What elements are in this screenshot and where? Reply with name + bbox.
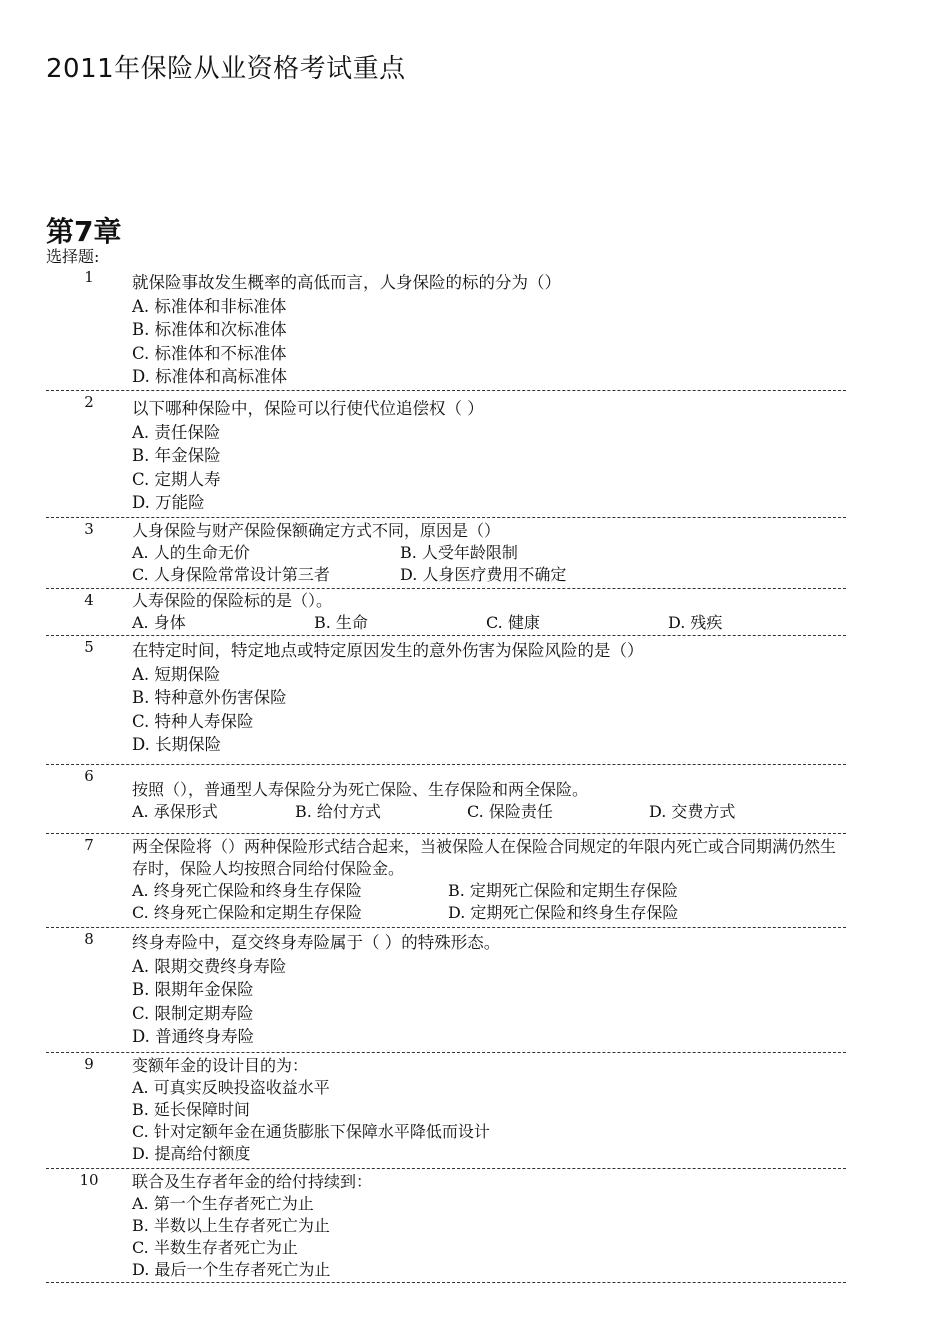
option: D. 交费方式: [649, 802, 736, 821]
question-item: [46, 928, 846, 1053]
question-item: [46, 765, 846, 834]
option: A. 第一个生存者死亡为止: [132, 1194, 314, 1213]
question-number: 1: [84, 268, 94, 286]
option: D. 最后一个生存者死亡为止: [132, 1260, 331, 1279]
question-item: [46, 834, 846, 928]
question-number: 10: [79, 1171, 99, 1189]
question-stem: 人身保险与财产保险保额确定方式不同，原因是（）: [132, 521, 501, 540]
question-stem: 在特定时间，特定地点或特定原因发生的意外伤害为保险风险的是（）: [132, 641, 644, 660]
option: A. 可真实反映投盗收益水平: [132, 1078, 330, 1097]
option: A. 身体: [132, 613, 186, 632]
option: B. 定期死亡保险和定期生存保险: [448, 881, 678, 900]
question-number: 6: [84, 767, 94, 785]
question-stem: 终身寿险中，趸交终身寿险属于（ ）的特殊形态。: [132, 933, 501, 952]
page-title: 2011年保险从业资格考试重点: [46, 54, 406, 84]
question-stem: 就保险事故发生概率的高低而言，人身保险的标的分为（）: [132, 273, 561, 292]
question-stem: 两全保险将（）两种保险形式结合起来，当被保险人在保险合同规定的年限内死亡或合同期满仍然生存时，保险人均按照合同给付保险金。: [132, 837, 837, 878]
option: C. 人身保险常常设计第三者: [132, 565, 330, 584]
option: B. 限期年金保险: [132, 980, 254, 999]
option: B. 生命: [314, 613, 368, 632]
question-item: [46, 589, 846, 636]
option: A. 承保形式: [132, 802, 218, 821]
section-label: 选择题:: [46, 247, 100, 266]
question-number: 3: [84, 520, 94, 538]
option: D. 人身医疗费用不确定: [400, 565, 567, 584]
option: D. 提高给付额度: [132, 1144, 251, 1163]
question-item: [46, 636, 846, 765]
chapter-heading: 第7章: [46, 215, 122, 248]
option: C. 定期人寿: [132, 469, 221, 489]
option: B. 给付方式: [295, 802, 381, 821]
question-stem: 人寿保险的保险标的是（）。: [132, 591, 333, 610]
option: A. 标准体和非标准体: [132, 296, 287, 316]
option: C. 保险责任: [467, 802, 553, 821]
option: A. 终身死亡保险和终身生存保险: [132, 881, 362, 900]
option: D. 万能险: [132, 493, 205, 512]
option: A. 责任保险: [132, 422, 221, 442]
question-item: [46, 391, 846, 518]
question-number: 9: [84, 1055, 94, 1073]
option: B. 半数以上生存者死亡为止: [132, 1216, 330, 1235]
option: D. 长期保险: [132, 735, 222, 754]
option: D. 普通终身寿险: [132, 1027, 255, 1046]
option: B. 标准体和次标准体: [132, 320, 287, 339]
option: C. 健康: [486, 613, 540, 632]
option: C. 特种人寿保险: [132, 711, 254, 731]
question-item: [46, 1169, 846, 1283]
question-number: 7: [84, 836, 94, 854]
question-stem: 按照（），普通型人寿保险分为死亡保险、生存保险和两全保险。: [132, 780, 589, 799]
option: D. 标准体和高标准体: [132, 367, 288, 386]
option: B. 特种意外伤害保险: [132, 688, 287, 707]
option: B. 人受年龄限制: [400, 543, 518, 562]
question-stem: 变额年金的设计目的为：: [132, 1056, 309, 1075]
question-stem: 联合及生存者年金的给付持续到：: [132, 1172, 373, 1191]
option: D. 定期死亡保险和终身生存保险: [448, 903, 679, 922]
option: C. 标准体和不标准体: [132, 343, 287, 363]
question-list: [46, 266, 846, 1283]
option: A. 短期保险: [132, 664, 221, 684]
question-number: 4: [84, 591, 94, 609]
option: C. 终身死亡保险和定期生存保险: [132, 903, 362, 922]
option: A. 人的生命无价: [132, 543, 250, 562]
option: D. 残疾: [668, 613, 723, 632]
question-number: 5: [84, 638, 94, 656]
question-item: [46, 1053, 846, 1169]
option: A. 限期交费终身寿险: [132, 956, 287, 976]
question-item: [46, 266, 846, 391]
option: B. 延长保障时间: [132, 1100, 250, 1119]
question-stem: 以下哪种保险中，保险可以行使代位追偿权（ ）: [132, 399, 484, 418]
option: C. 限制定期寿险: [132, 1003, 254, 1023]
question-item: [46, 518, 846, 589]
question-number: 2: [84, 393, 94, 411]
option: C. 半数生存者死亡为止: [132, 1238, 298, 1257]
option: B. 年金保险: [132, 446, 221, 465]
question-number: 8: [84, 930, 94, 948]
option: C. 针对定额年金在通货膨胀下保障水平降低而设计: [132, 1122, 490, 1141]
